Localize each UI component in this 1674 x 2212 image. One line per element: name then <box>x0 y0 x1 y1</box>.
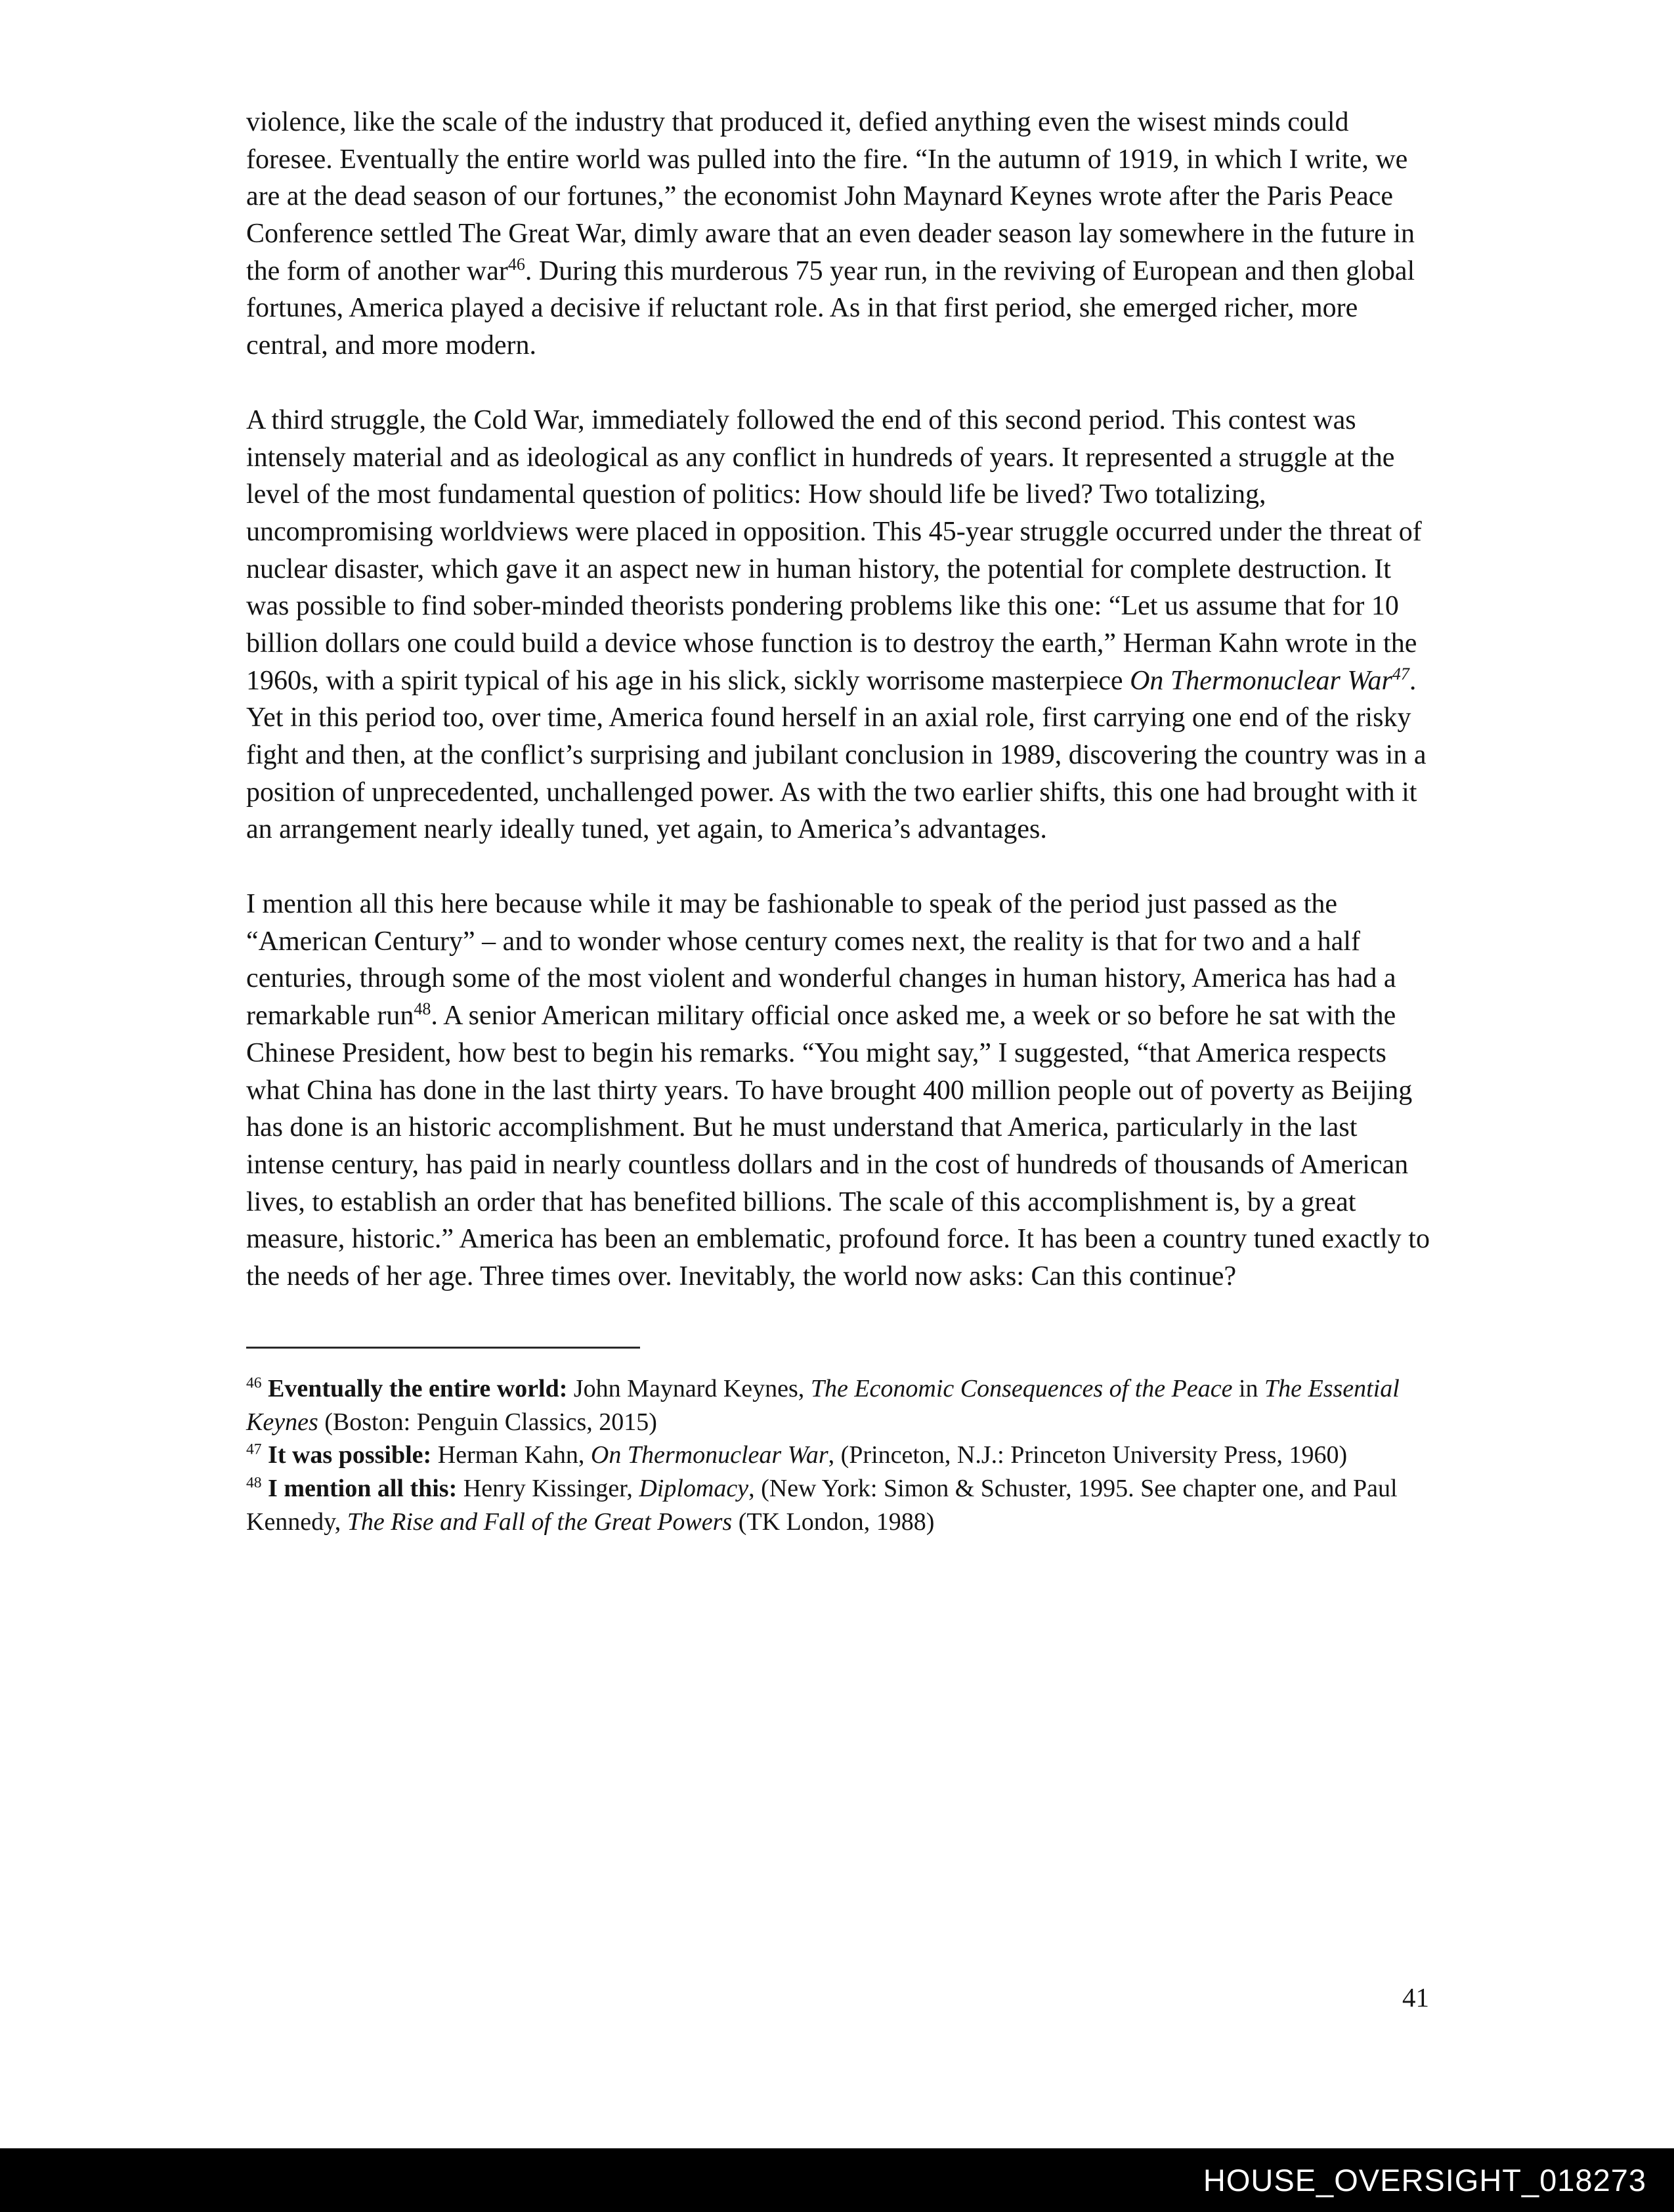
body-paragraph: violence, like the scale of the industry that produced it, defied anything even the wisest minds could foresee. Eventually the entire world was pulled into the fire. “In the autumn of 1919, in which I write, we are at the dead season of our fortunes,” the economist John Maynard Keynes wrote after the Paris Peace Conference settled The Great War, dimly aware that an even deader season lay somewhere in the future in the form of another war$^{46}$. During this murderous 75 year run, in the reviving of European and then global fortunes, America played a decisive if reluctant role. As in that first period, she emerged richer, more central, and more modern. <box>246 107 1415 361</box>
stamp-bar <box>0 2148 1674 2212</box>
body-paragraph: I mention all this here because while it may be fashionable to speak of the period just passed as the “American Century” – and to wonder whose century comes next, the reality is that for two and a half centuries, through some of the most violent and wonderful changes in human history, America has had a remarkable run$^{48}$. A senior American military official once asked me, a week or so before he sat with the Chinese President, how best to begin his remarks. “You might say,” I suggested, “that America respects what China has done in the last thirty years. To have brought 400 million people out of poverty as Beijing has done is an historic accomplishment. But he must understand that America, particularly in the last intense century, has paid in nearly countless dollars and in the cost of hundreds of thousands of American lives, to establish an order that has benefited billions. The scale of this accomplishment is, by a great measure, historic.” America has been an emblematic, profound force. It has been a country tuned exactly to the needs of her age. Three times over. Inevitably, the world now asks: Can this continue? <box>246 889 1430 1291</box>
body-paragraph: A third struggle, the Cold War, immediately followed the end of this second period. This contest was intensely material and as ideological as any conflict in hundreds of years. It represented a struggle at the level of the most fundamental question of politics: How should life be lived? Two totalizing, uncompromising worldviews were placed in opposition. This 45-year struggle occurred under the threat of nuclear disaster, which gave it an aspect new in human history, the potential for complete destruction. It was possible to find sober-minded theorists pondering problems like this one: “Let us assume that for 10 billion dollars one could build a device whose function is to destroy the earth,” Herman Kahn wrote in the 1960s, with a spirit typical of his age in his slick, sickly worrisome masterpiece On Thermonuclear War$^{47}$. Yet in this period too, over time, America found herself in an axial role, first carrying one end of the risky fight and then, at the conflict’s surprising and jubilant conclusion in 1989, discovering the country was in a position of unprecedented, unchallenged power. As with the two earlier shifts, this one had brought with it an arrangement nearly ideally tuned, yet again, to America’s advantages. <box>246 404 1427 845</box>
footnote-separator <box>246 1347 640 1349</box>
text-column <box>246 104 1434 1539</box>
bates-stamp: HOUSE_OVERSIGHT_018273 <box>1203 2163 1646 2198</box>
page-number: 41 <box>1402 1982 1429 2012</box>
footnote: $^{46}$ Eventually the entire world: John Maynard Keynes, The Economic Consequences of the Peace in The Essential Keynes (Boston: Penguin Classics, 2015) <box>246 1374 1400 1436</box>
footnotes-section <box>246 1372 1434 1540</box>
footnote: $^{48}$ I mention all this: Henry Kissinger, Diplomacy, (New York: Simon & Schuster, 1995. See chapter one, and Paul Kennedy, The Rise and Fall of the Great Powers (TK London, 1988) <box>246 1474 1398 1536</box>
footnote: $^{47}$ It was possible: Herman Kahn, On Thermonuclear War, (Princeton, N.J.: Princeton University Press, 1960) <box>246 1441 1348 1469</box>
